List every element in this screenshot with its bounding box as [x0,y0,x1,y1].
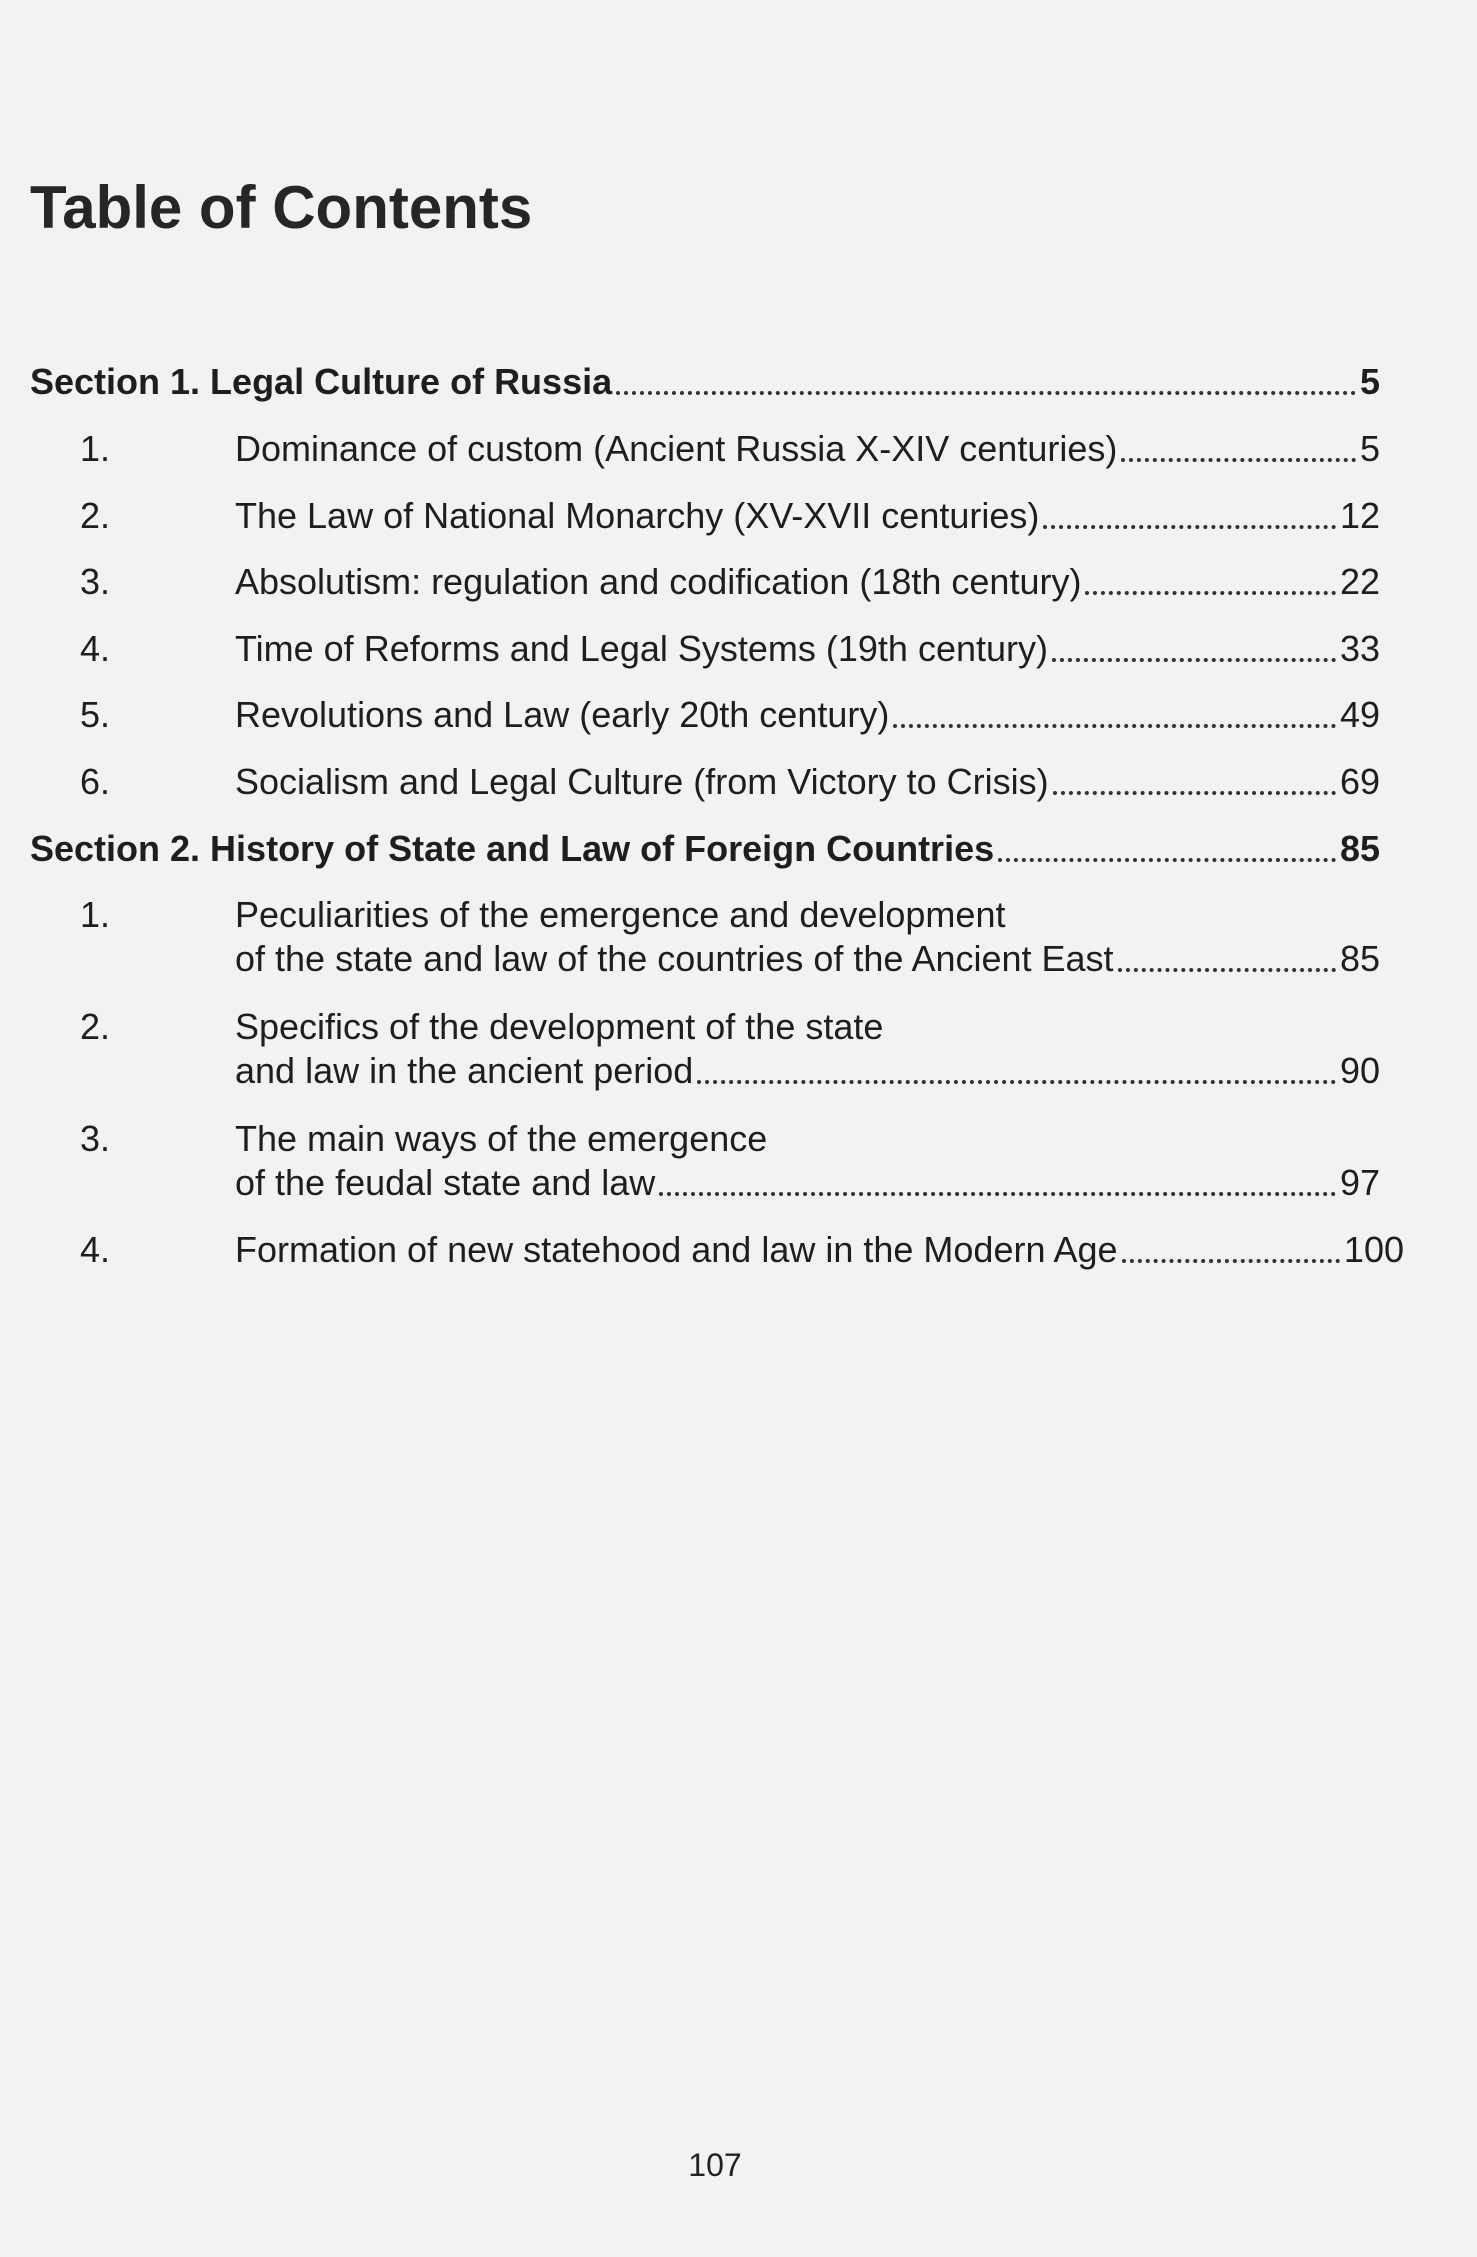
entry-page: 90 [1339,1050,1380,1091]
entry-number: 4. [80,628,111,669]
entry-number: 2. [80,1006,111,1047]
entry-page: 100 [1343,1229,1404,1270]
entry-page: 85 [1339,938,1380,979]
dot-leader [1118,968,1336,972]
entry-title: Formation of new statehood and law in the Modern Age [235,1229,1118,1270]
entry-page: 97 [1339,1162,1380,1203]
entry-number: 1. [80,894,111,935]
entry-number: 2. [80,495,111,536]
entry-title: The Law of National Monarchy (XV-XVII centuries) [235,495,1040,536]
entry-title: Dominance of custom (Ancient Russia X-XIV centuries) [235,428,1118,469]
dot-leader [998,858,1336,862]
entry-title: of the state and law of the countries of the Ancient East [235,938,1114,979]
entry-title-line-1: Peculiarities of the emergence and development [235,894,1006,935]
dot-leader [1122,1259,1340,1263]
entry-title: Time of Reforms and Legal Systems (19th century) [235,628,1048,669]
entry-number: 4. [80,1229,111,1270]
entry-page: 5 [1359,428,1380,469]
entry-title: Absolutism: regulation and codification (18th century) [235,561,1082,602]
dot-leader [1121,458,1356,462]
entry-page: 69 [1339,761,1380,802]
dot-leader [1053,791,1336,795]
entry-title-line-1: Specifics of the development of the state [235,1006,884,1047]
entry-number: 1. [80,428,111,469]
entry-number: 5. [80,694,111,735]
entry-number: 3. [80,1118,111,1159]
dot-leader [893,724,1336,728]
page-title: Table of Contents [30,174,533,241]
dot-leader [1052,658,1336,662]
section-page: 5 [1359,361,1380,402]
dot-leader [697,1080,1336,1084]
section-title: Section 2. History of State and Law of Foreign Countries [30,828,995,869]
entry-page: 12 [1339,495,1380,536]
entry-number: 6. [80,761,111,802]
entry-page: 49 [1339,694,1380,735]
entry-title: of the feudal state and law [235,1162,656,1203]
entry-number: 3. [80,561,111,602]
entry-title: Socialism and Legal Culture (from Victory to Crisis) [235,761,1049,802]
dot-leader [616,391,1356,395]
entry-title-line-1: The main ways of the emergence [235,1118,768,1159]
entry-page: 33 [1339,628,1380,669]
page-number: 107 [688,2147,742,2183]
dot-leader [1085,591,1335,595]
section-page: 85 [1339,828,1380,869]
entry-title: and law in the ancient period [235,1050,694,1091]
entry-page: 22 [1339,561,1380,602]
dot-leader [659,1192,1336,1196]
entry-title: Revolutions and Law (early 20th century) [235,694,890,735]
section-title: Section 1. Legal Culture of Russia [30,361,613,402]
dot-leader [1043,525,1336,529]
